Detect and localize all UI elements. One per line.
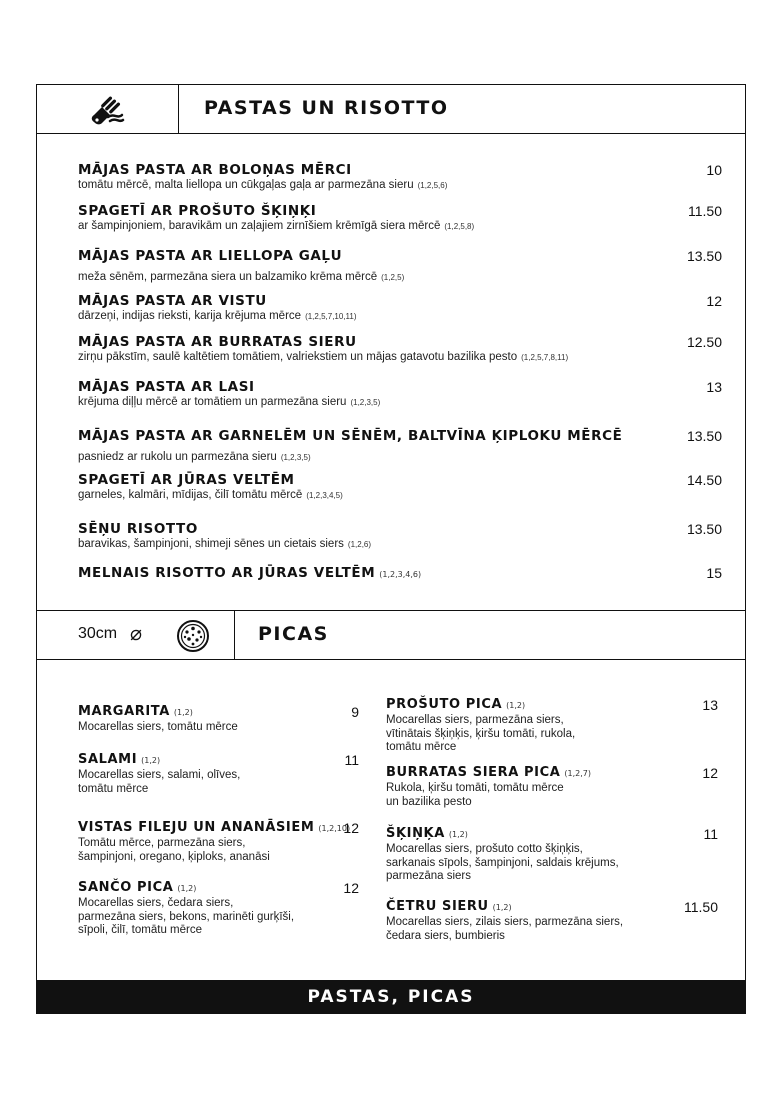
item-price: 12	[702, 765, 718, 781]
item-name-text: SPAGETĪ AR JŪRAS VELTĒM	[78, 472, 295, 488]
item-description	[78, 537, 722, 552]
pasta-menu-item	[78, 248, 722, 285]
pasta-icon-cell	[36, 85, 179, 133]
item-description-text: ar šampinjoniem, baravikām un zaļajiem zirnīšiem krēmīgā siera mērcē	[78, 220, 441, 232]
item-name	[78, 248, 722, 264]
item-name-text: MELNAIS RISOTTO AR JŪRAS VELTĒM	[78, 565, 376, 581]
allergen-codes: (1,2,5,8)	[444, 222, 475, 231]
pasta-menu-item	[78, 565, 722, 583]
allergen-codes: (1,2,6)	[347, 540, 372, 549]
item-price: 14.50	[686, 472, 722, 488]
item-description-line: parmezāna siers, bekons, marinēti gurķīši,	[78, 910, 295, 923]
item-description-text: pasniedz ar rukolu un parmezāna sieru	[78, 451, 277, 463]
pizza-section-title: PICAS	[258, 623, 329, 645]
allergen-codes: (1,2,5,7,8,11)	[521, 353, 569, 362]
allergen-codes: (1,2,3,5)	[280, 453, 311, 462]
item-description-line: Mocarellas siers, čedara siers,	[78, 897, 234, 909]
allergen-codes: (1,2,3,5)	[350, 398, 381, 407]
item-description-text: dārzeņi, indijas rieksti, karija krējuma mērce	[78, 310, 302, 322]
item-name	[386, 899, 718, 916]
allergen-codes: (1,2,5,7,10,11)	[305, 312, 357, 321]
item-price: 11.50	[684, 899, 718, 915]
pasta-section-header	[36, 84, 746, 134]
pizza-menu-item	[78, 820, 359, 864]
allergen-codes: (1,2,5,6)	[417, 181, 448, 190]
item-price: 13	[702, 697, 718, 713]
item-name	[78, 203, 722, 219]
pizza-menu-item	[78, 880, 359, 938]
pizza-menu-item	[386, 899, 718, 943]
item-name-text: MĀJAS PASTA AR BOLOŅAS MĒRCI	[78, 162, 352, 178]
allergen-codes: (1,2,3,4,5)	[306, 491, 343, 500]
pizza-icon	[176, 619, 210, 653]
item-description-line: sarkanais sīpols, šampinjoni, saldais krējums,	[386, 856, 619, 869]
footer-banner: PASTAS, PICAS	[36, 980, 746, 1014]
item-description-line: un bazilika pesto	[386, 795, 472, 808]
item-description-line: vītinātais šķiņķis, ķiršu tomāti, rukola,	[386, 727, 576, 740]
item-name-text: SPAGETĪ AR PROŠUTO ŠĶIŅĶI	[78, 203, 317, 219]
item-description-line: tomātu mērce	[78, 782, 149, 795]
item-name-text: ČETRU SIERU	[386, 899, 489, 914]
item-description-line: Tomātu mērce, parmezāna siers,	[78, 837, 246, 849]
item-name	[386, 765, 718, 782]
item-name	[78, 428, 722, 444]
item-name-text: SANČO PICA	[78, 880, 174, 895]
item-description	[78, 270, 722, 285]
pizza-section-header	[36, 610, 746, 660]
pasta-menu-item	[78, 334, 722, 365]
item-name	[78, 565, 722, 583]
item-price: 13.50	[686, 521, 722, 537]
diameter-symbol: ⌀	[130, 623, 143, 645]
item-name	[386, 697, 718, 714]
pizza-menu-item	[386, 697, 718, 755]
allergen-codes: (1,2)	[173, 708, 193, 717]
allergen-codes: (1,2)	[506, 701, 526, 710]
item-price: 12	[343, 820, 359, 836]
item-description-line: tomātu mērce	[386, 741, 457, 753]
item-description-line: Mocarellas siers, zilais siers, parmezāna siers,	[386, 916, 624, 928]
pasta-menu-item	[78, 472, 722, 503]
item-description-line: šampinjoni, oregano, ķiploks, ananāsi	[78, 850, 270, 863]
item-price: 11	[703, 826, 718, 842]
item-name-text: PROŠUTO PICA	[386, 697, 503, 712]
allergen-codes: (1,2,5)	[381, 273, 405, 282]
item-description	[78, 395, 722, 410]
item-name	[78, 521, 722, 537]
item-description-line: Rukola, ķiršu tomāti, tomātu mērce	[386, 782, 564, 794]
allergen-codes: (1,2)	[448, 830, 468, 839]
pasta-menu-item	[78, 521, 722, 552]
item-price: 11	[344, 752, 359, 768]
item-description-text: tomātu mērcē, malta liellopa un cūkgaļas gaļa ar parmezāna sieru	[78, 179, 414, 191]
item-name-text: MĀJAS PASTA AR LASI	[78, 379, 255, 395]
item-name	[78, 820, 359, 837]
item-description	[78, 309, 722, 324]
pasta-menu-item	[78, 293, 722, 324]
item-description-text: garneles, kalmāri, mīdijas, čilī tomātu mērcē	[78, 489, 303, 501]
item-price: 12	[343, 880, 359, 896]
pasta-menu-item	[78, 162, 722, 193]
item-description-line: Mocarellas siers, prošuto cotto šķiņķis,	[386, 843, 583, 855]
pizza-menu-item	[386, 765, 718, 809]
pasta-menu-item	[78, 379, 722, 410]
pasta-menu-item	[78, 428, 722, 465]
item-name-text: MĀJAS PASTA AR VISTU	[78, 293, 267, 309]
item-description-line: Mocarellas siers, parmezāna siers,	[386, 714, 564, 726]
pizza-header-divider	[234, 611, 235, 659]
item-name	[78, 162, 722, 178]
item-name	[386, 826, 718, 843]
item-description-text: zirņu pākstīm, saulē kaltētiem tomātiem, valriekstiem un mājas gatavotu bazilika pesto	[78, 351, 518, 363]
item-description-line: sīpoli, čilī, tomātu mērce	[78, 924, 202, 936]
item-description	[78, 350, 722, 365]
item-description-text: meža sēnēm, parmezāna siera un balzamiko krēma mērcē	[78, 271, 378, 283]
item-name-text: BURRATAS SIERA PICA	[386, 765, 561, 780]
item-price: 13.50	[686, 428, 722, 444]
item-description	[78, 450, 722, 465]
pizza-menu-item	[78, 752, 359, 796]
item-description	[78, 219, 722, 234]
item-name	[78, 880, 359, 897]
item-name	[78, 379, 722, 395]
item-description-line: Mocarellas siers, salami, olīves,	[78, 769, 241, 781]
item-description	[78, 178, 722, 193]
item-description-text: baravikas, šampinjoni, shimeji sēnes un cietais siers	[78, 538, 344, 550]
item-price: 11.50	[688, 203, 722, 219]
item-price: 9	[351, 704, 359, 720]
item-price: 10	[706, 162, 722, 178]
item-price: 15	[706, 565, 722, 581]
item-description-text: krējuma diļļu mērcē ar tomātiem un parmezāna sieru	[78, 396, 347, 408]
pizza-menu-item	[386, 826, 718, 884]
pizza-size-label: 30cm	[78, 625, 118, 642]
pasta-section-title: PASTAS UN RISOTTO	[204, 97, 449, 119]
item-description-line: čedara siers, bumbieris	[386, 929, 505, 942]
item-name	[78, 334, 722, 350]
item-name-text: MĀJAS PASTA AR GARNELĒM UN SĒNĒM, BALTVĪNA ĶIPLOKU MĒRCĒ	[78, 428, 623, 444]
fork-and-pasta-icon	[88, 91, 126, 129]
item-name-text: MĀJAS PASTA AR BURRATAS SIERU	[78, 334, 357, 350]
item-price: 12.50	[686, 334, 722, 350]
item-description-line: Mocarellas siers, tomātu mērce	[78, 721, 238, 733]
pizza-menu-item	[78, 704, 359, 735]
item-name-text: SĒŅU RISOTTO	[78, 521, 198, 537]
allergen-codes: (1,2)	[141, 756, 161, 765]
item-name	[78, 752, 359, 769]
item-description-line: parmezāna siers	[386, 870, 472, 882]
allergen-codes: (1,2)	[177, 884, 197, 893]
allergen-codes: (1,2,10)	[318, 824, 351, 833]
item-price: 12	[706, 293, 722, 309]
allergen-codes: (1,2,7)	[564, 769, 591, 778]
allergen-codes: (1,2)	[492, 903, 512, 912]
item-name	[78, 472, 722, 488]
pasta-menu-item	[78, 203, 722, 234]
item-name-text: ŠĶIŅĶA	[386, 826, 445, 841]
allergen-codes: (1,2,3,4,6)	[379, 570, 422, 579]
item-price: 13.50	[686, 248, 722, 264]
item-name	[78, 293, 722, 309]
item-name-text: MĀJAS PASTA AR LIELLOPA GAĻU	[78, 248, 343, 264]
item-name	[78, 704, 359, 721]
item-name-text: MARGARITA	[78, 704, 170, 719]
item-name-text: SALAMI	[78, 752, 138, 767]
item-price: 13	[706, 379, 722, 395]
item-name-text: VISTAS FILEJU UN ANANĀSIEM	[78, 820, 315, 835]
item-description	[78, 488, 722, 503]
